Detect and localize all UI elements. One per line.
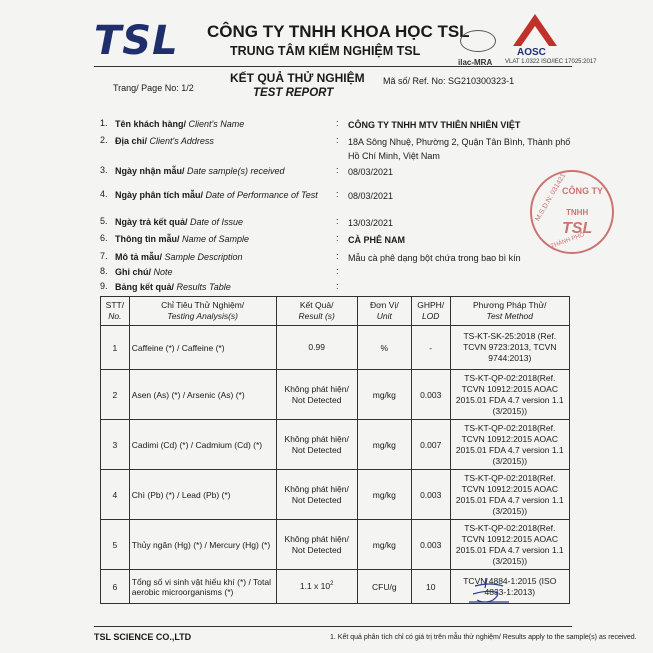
footer-divider: [94, 626, 572, 627]
no-cell: 3: [101, 420, 130, 470]
aosc-sublabel: VLAT 1.0322 ISO/IEC 17025:2017: [505, 59, 597, 65]
header-cell: Kết Quả/ Result (s): [276, 297, 357, 326]
lod-cell: 10: [411, 570, 450, 604]
unit-cell: CFU/g: [357, 570, 411, 604]
no-cell: 6: [101, 570, 130, 604]
info-colon: :: [336, 135, 339, 145]
ilac-ring-icon: [460, 30, 496, 52]
no-cell: 1: [101, 326, 130, 370]
no-cell: 2: [101, 370, 130, 420]
result-cell: Không phát hiện/ Not Detected: [276, 420, 357, 470]
info-num: 3.: [100, 165, 108, 175]
info-value: 08/03/2021: [348, 191, 394, 201]
aosc-triangle-inner: [521, 26, 549, 46]
analysis-cell: Caffeine (*) / Caffeine (*): [129, 326, 276, 370]
result-cell: 0.99: [276, 326, 357, 370]
info-num: 1.: [100, 118, 108, 128]
info-colon: :: [336, 216, 339, 226]
results-body: [101, 326, 570, 604]
info-num: 5.: [100, 216, 108, 226]
result-cell: Không phát hiện/ Not Detected: [276, 370, 357, 420]
footer-company: TSL SCIENCE CO.,LTD: [94, 632, 192, 642]
info-label: Mô tả mẫu/ Sample Description: [115, 252, 243, 262]
info-value: 18A Sông Nhuệ, Phường 2, Quận Tân Bình, Thành phố Hồ Chí Minh, Việt Nam: [348, 137, 571, 161]
report-title-vi: KẾT QUẢ THỬ NGHIỆM: [230, 71, 365, 85]
info-num: 2.: [100, 135, 108, 145]
report-number: Mã số/ Ref. No: SG210300323-1: [383, 76, 515, 86]
signature-mark: [465, 576, 515, 606]
stamp-line: CÔNG TY: [562, 186, 604, 196]
method-cell: TS-KT-QP-02:2018(Ref. TCVN 10912:2015 AOAC 2015.01 FDA 4.7 version 1.1 (3/2015)): [450, 420, 569, 470]
stamp-line: TNHH: [566, 208, 589, 217]
info-num: 7.: [100, 251, 108, 261]
result-cell: Không phát hiện/ Not Detected: [276, 520, 357, 570]
unit-cell: mg/kg: [357, 420, 411, 470]
info-colon: :: [336, 233, 339, 243]
lod-cell: 0.003: [411, 370, 450, 420]
method-cell: TS-KT-QP-02:2018(Ref. TCVN 10912:2015 AOAC 2015.01 FDA 4.7 version 1.1 (3/2015)): [450, 370, 569, 420]
analysis-cell: Chì (Pb) (*) / Lead (Pb) (*): [129, 470, 276, 520]
analysis-cell: Cadimi (Cd) (*) / Cadmium (Cd) (*): [129, 420, 276, 470]
unit-cell: mg/kg: [357, 370, 411, 420]
info-value: CÀ PHÊ NAM: [348, 235, 406, 245]
info-label: Ngày phân tích mẫu/ Date of Performance of Test: [115, 190, 318, 200]
no-cell: 5: [101, 520, 130, 570]
footer-note: 1. Kết quả phân tích chỉ có giá trị trên mẫu thử nghiệm/ Results apply to the sample(s) as received.: [330, 634, 637, 641]
header-cell: Đơn Vị/ Unit: [357, 297, 411, 326]
info-num: 8.: [100, 266, 108, 276]
table-row: [101, 420, 570, 470]
info-value: 08/03/2021: [348, 167, 394, 177]
info-label: Ghi chú/ Note: [115, 267, 173, 277]
company-name: CÔNG TY TNHH KHOA HỌC TSL: [207, 22, 470, 41]
tsl-logo: TSL: [94, 18, 179, 64]
stamp-line: TSL: [562, 220, 593, 237]
method-cell: TS-KT-QP-02:2018(Ref. TCVN 10912:2015 AOAC 2015.01 FDA 4.7 version 1.1 (3/2015)): [450, 470, 569, 520]
info-colon: :: [336, 251, 339, 261]
info-label: Thông tin mẫu/ Name of Sample: [115, 234, 250, 244]
info-colon: :: [336, 165, 339, 175]
info-colon: :: [336, 266, 339, 276]
table-row: [101, 520, 570, 570]
info-value: Mẫu cà phê dạng bột chứa trong bao bì kín: [348, 253, 521, 263]
results-header-row: [101, 297, 570, 326]
results-table: [100, 296, 570, 604]
info-colon: :: [336, 118, 339, 128]
analysis-cell: Thủy ngân (Hg) (*) / Mercury (Hg) (*): [129, 520, 276, 570]
header-cell: Chỉ Tiêu Thử Nghiệm/ Testing Analysis(s): [129, 297, 276, 326]
analysis-cell: Asen (As) (*) / Arsenic (As) (*): [129, 370, 276, 420]
info-label: Địa chỉ/ Client's Address: [115, 136, 214, 146]
method-cell: TS-KT-QP-02:2018(Ref. TCVN 10912:2015 AOAC 2015.01 FDA 4.7 version 1.1 (3/2015)): [450, 520, 569, 570]
table-row: [101, 326, 570, 370]
no-cell: 4: [101, 470, 130, 520]
info-label: Tên khách hàng/ Client's Name: [115, 119, 245, 129]
method-cell: TCVN 4884-1:2015 (ISO 4833-1:2013): [450, 570, 569, 604]
stamp-line: THÀNH PHỐ: [550, 232, 586, 250]
header-cell: Phương Pháp Thử/ Test Method: [450, 297, 569, 326]
info-label: Ngày trả kết quả/ Date of Issue: [115, 217, 244, 227]
info-colon: :: [336, 189, 339, 199]
info-value: 13/03/2021: [348, 218, 394, 228]
page-number: Trang/ Page No: 1/2: [113, 83, 194, 93]
lod-cell: 0.003: [411, 470, 450, 520]
info-colon: :: [336, 281, 339, 291]
unit-cell: mg/kg: [357, 520, 411, 570]
aosc-label: AOSC: [517, 47, 546, 58]
info-value: CÔNG TY TNHH MTV THIÊN NHIÊN VIỆT: [348, 120, 521, 130]
center-name: TRUNG TÂM KIỂM NGHIỆM TSL: [230, 44, 421, 58]
info-num: 6.: [100, 233, 108, 243]
info-num: 9.: [100, 281, 108, 291]
table-row: [101, 470, 570, 520]
lod-cell: -: [411, 326, 450, 370]
lod-cell: 0.007: [411, 420, 450, 470]
analysis-cell: Tổng số vi sinh vật hiếu khí (*) / Total aerobic microorganisms (*): [129, 570, 276, 604]
unit-cell: mg/kg: [357, 470, 411, 520]
info-label: Bảng kết quả/ Results Table: [115, 282, 231, 292]
lod-cell: 0.003: [411, 520, 450, 570]
aosc-logo: [505, 14, 597, 70]
result-cell: 1.1 x $10^2$: [276, 570, 357, 604]
unit-cell: %: [357, 326, 411, 370]
info-num: 4.: [100, 189, 108, 199]
company-stamp: [530, 170, 614, 254]
ilac-label: ilac-MRA: [458, 58, 493, 67]
result-cell: Không phát hiện/ Not Detected: [276, 470, 357, 520]
header-cell: STT/ No.: [101, 297, 130, 326]
report-title-en: TEST REPORT: [253, 87, 334, 99]
header-divider: [94, 66, 572, 67]
stamp-ring-text: M.S.D.N: 031421: [534, 172, 568, 223]
table-row: [101, 370, 570, 420]
method-cell: TS-KT-SK-25:2018 (Ref. TCVN 9723:2013, TCVN 9744:2013): [450, 326, 569, 370]
info-label: Ngày nhận mẫu/ Date sample(s) received: [115, 166, 285, 176]
ilac-mra-logo: [458, 30, 498, 67]
header-cell: GHPH/ LOD: [411, 297, 450, 326]
